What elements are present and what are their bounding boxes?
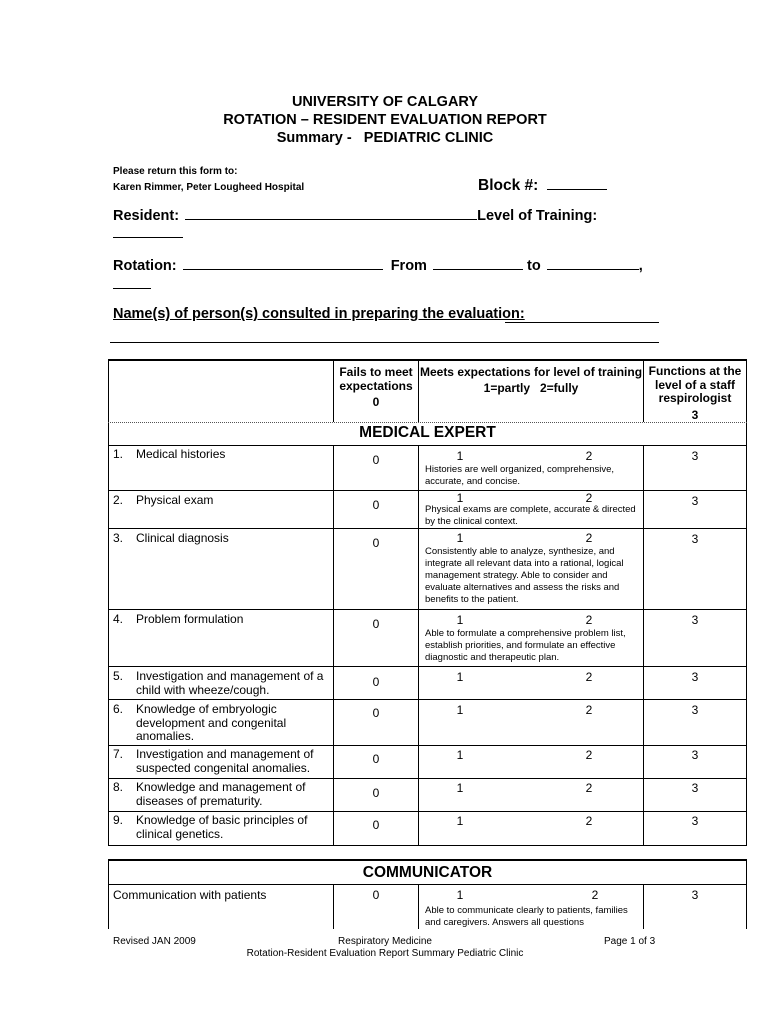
score-0[interactable]: 0 xyxy=(372,786,380,800)
score-0[interactable]: 0 xyxy=(372,498,380,512)
report-title: ROTATION – RESIDENT EVALUATION REPORT xyxy=(223,112,547,128)
from-label: From xyxy=(390,258,427,274)
col-meets-scale: 1=partly 2=fully xyxy=(483,381,579,395)
score-3[interactable]: 3 xyxy=(691,532,699,546)
score-3[interactable]: 3 xyxy=(691,613,699,627)
footer-page: Page 1 of 3 xyxy=(604,936,656,947)
score-1[interactable]: 1 xyxy=(456,670,464,684)
level-input-line[interactable] xyxy=(113,237,183,238)
return-prompt: Please return this form to: xyxy=(113,166,238,177)
rotation-continuation-line[interactable] xyxy=(113,288,151,289)
score-0[interactable]: 0 xyxy=(372,675,380,689)
score-0[interactable]: 0 xyxy=(372,706,380,720)
score-2[interactable]: 2 xyxy=(585,531,593,545)
col-meets-header: Meets expectations for level of training xyxy=(419,365,643,379)
to-label: to xyxy=(527,258,541,274)
communicator-heading: COMMUNICATOR xyxy=(362,864,493,881)
score-1[interactable]: 1 xyxy=(456,888,464,902)
item-label: Medical histories xyxy=(136,447,226,461)
communicator-item-label: Communication with patients xyxy=(113,888,267,902)
score-2[interactable]: 2 xyxy=(591,888,599,902)
comma: , xyxy=(638,258,643,274)
score-2[interactable]: 2 xyxy=(585,613,593,627)
score-1[interactable]: 1 xyxy=(456,491,464,505)
score-0[interactable]: 0 xyxy=(372,818,380,832)
footer-department: Respiratory Medicine xyxy=(338,936,432,947)
item-label: Problem formulation xyxy=(136,612,244,626)
rotation-label: Rotation: xyxy=(113,258,177,274)
item-description: Consistently able to analyze, synthesize, and integrate all relevant data into a rational, logical management strategy. Able to consider and evaluate alternatives and assess the risks and benefits to the patient. xyxy=(425,546,624,605)
score-3[interactable]: 3 xyxy=(691,703,699,717)
medical-expert-heading: MEDICAL EXPERT xyxy=(359,424,496,441)
consulted-input-line-1[interactable] xyxy=(505,322,659,323)
rotation-input-line[interactable] xyxy=(183,257,383,270)
item-description: Physical exams are complete, accurate & directed by the clinical context. xyxy=(425,504,636,527)
item-label: Knowledge of basic principles of clinical genetics. xyxy=(136,813,308,841)
score-0[interactable]: 0 xyxy=(372,752,380,766)
to-input-line[interactable] xyxy=(547,257,639,270)
item-label: Investigation and management of a child with wheeze/cough. xyxy=(136,669,324,697)
col-fails-value: 0 xyxy=(372,395,380,409)
score-3[interactable]: 3 xyxy=(691,670,699,684)
item-description: Histories are well organized, comprehensive, accurate, and concise. xyxy=(425,464,615,487)
communicator-description: Able to communicate clearly to patients, families and caregivers. Answers all questions xyxy=(425,905,628,928)
score-2[interactable]: 2 xyxy=(585,814,593,828)
item-label: Knowledge and management of diseases of prematurity. xyxy=(136,780,306,808)
score-1[interactable]: 1 xyxy=(456,748,464,762)
score-0[interactable]: 0 xyxy=(372,536,380,550)
score-1[interactable]: 1 xyxy=(456,814,464,828)
university-title: UNIVERSITY OF CALGARY xyxy=(291,94,479,110)
return-recipient: Karen Rimmer, Peter Lougheed Hospital xyxy=(113,182,305,193)
score-2[interactable]: 2 xyxy=(585,670,593,684)
score-2[interactable]: 2 xyxy=(585,491,593,505)
report-subtitle xyxy=(0,130,770,146)
rotation-field[interactable] xyxy=(113,257,643,274)
consulted-input-line-2[interactable] xyxy=(110,342,659,343)
clinic-name: PEDIATRIC CLINIC xyxy=(363,130,494,146)
block-field[interactable] xyxy=(478,177,607,195)
resident-field[interactable] xyxy=(113,207,597,224)
item-label: Knowledge of embryologic development and congenital anomalies. xyxy=(136,702,287,743)
summary-label: Summary - xyxy=(276,130,352,146)
col-functions-header: Functions at the level of a staff respirologist xyxy=(648,364,742,405)
score-1[interactable]: 1 xyxy=(456,449,464,463)
score-1[interactable]: 1 xyxy=(456,531,464,545)
resident-label: Resident: xyxy=(113,208,180,224)
score-3[interactable]: 3 xyxy=(691,781,699,795)
resident-input-line[interactable] xyxy=(185,207,477,220)
score-3[interactable]: 3 xyxy=(691,449,699,463)
score-2[interactable]: 2 xyxy=(585,748,593,762)
col-fails-header: Fails to meet expectations xyxy=(339,365,413,393)
score-1[interactable]: 1 xyxy=(456,781,464,795)
score-2[interactable]: 2 xyxy=(585,781,593,795)
score-3[interactable]: 3 xyxy=(691,814,699,828)
block-input-line[interactable] xyxy=(547,177,607,190)
item-label: Clinical diagnosis xyxy=(136,531,229,545)
score-3[interactable]: 3 xyxy=(691,888,699,902)
level-label: Level of Training: xyxy=(477,208,598,224)
score-3[interactable]: 3 xyxy=(691,494,699,508)
score-1[interactable]: 1 xyxy=(456,703,464,717)
score-3[interactable]: 3 xyxy=(691,748,699,762)
score-2[interactable]: 2 xyxy=(585,449,593,463)
from-input-line[interactable] xyxy=(433,257,523,270)
score-0[interactable]: 0 xyxy=(372,453,380,467)
consulted-label: Name(s) of person(s) consulted in preparing the evaluation: xyxy=(113,306,525,322)
footer-doc-title: Rotation-Resident Evaluation Report Summary Pediatric Clinic xyxy=(246,948,524,959)
col-functions-value: 3 xyxy=(691,408,699,422)
item-description: Able to formulate a comprehensive problem list, establish priorities, and formulate an effective diagnostic and therapeutic plan. xyxy=(425,628,626,663)
block-label: Block #: xyxy=(478,177,539,194)
item-label: Investigation and management of suspected congenital anomalies. xyxy=(136,747,314,775)
item-label: Physical exam xyxy=(136,493,214,507)
score-2[interactable]: 2 xyxy=(585,703,593,717)
score-0[interactable]: 0 xyxy=(372,888,380,902)
footer-revised: Revised JAN 2009 xyxy=(113,936,196,947)
score-0[interactable]: 0 xyxy=(372,617,380,631)
score-1[interactable]: 1 xyxy=(456,613,464,627)
